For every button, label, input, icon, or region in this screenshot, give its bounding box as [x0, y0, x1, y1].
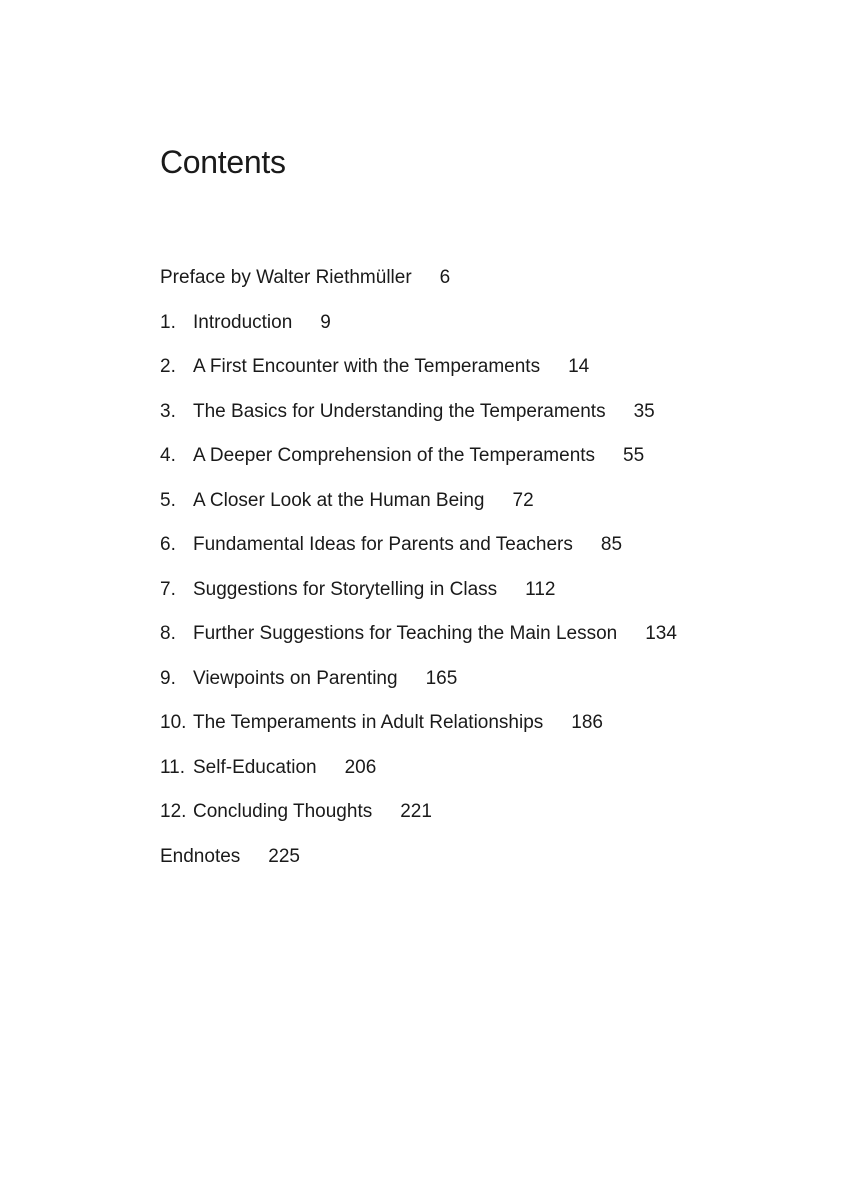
toc-entry-chapter-9 — [160, 663, 677, 708]
toc-entry-chapter-11 — [160, 752, 677, 797]
toc-entry-title: Concluding Thoughts — [193, 801, 373, 822]
toc-entry-page: 225 — [268, 845, 300, 867]
toc-entry-title: A First Encounter with the Temperaments — [193, 356, 541, 377]
toc-entry-number: 6. — [160, 534, 176, 555]
toc-entry-number: 9. — [160, 667, 176, 689]
toc-entry-page: 186 — [571, 712, 603, 733]
toc-entry-number: 12. — [160, 801, 187, 822]
toc-entry-page: 35 — [633, 400, 655, 422]
toc-entry-title: The Temperaments in Adult Relationships — [193, 712, 544, 733]
toc-entry-title: A Closer Look at the Human Being — [193, 489, 485, 511]
toc-entry-chapter-2 — [160, 351, 677, 396]
toc-entry-number: 5. — [160, 489, 176, 511]
toc-entry-number: 11. — [160, 756, 186, 778]
toc-entry-number: 4. — [160, 445, 176, 466]
toc-entry-chapter-4 — [160, 440, 677, 485]
toc-entry-number: 7. — [160, 578, 176, 600]
toc-entry-chapter-3 — [160, 396, 677, 441]
toc-entry-title: A Deeper Comprehension of the Temperaments — [193, 445, 596, 466]
toc-entry-page: 9 — [320, 311, 331, 333]
toc-entry-number: 10. — [160, 712, 187, 733]
toc-entry-page: 14 — [568, 356, 590, 377]
toc-entry-number: 1. — [160, 311, 176, 333]
toc-entry-title: Further Suggestions for Teaching the Main Lesson — [193, 623, 618, 644]
toc-entry-page: 85 — [600, 534, 623, 555]
toc-entry-page: 221 — [400, 801, 432, 822]
toc-entry-number: 8. — [160, 623, 176, 644]
toc-entry-chapter-10 — [160, 707, 677, 752]
toc-entry-page: 165 — [425, 667, 458, 689]
toc-entry-chapter-8 — [160, 618, 677, 663]
toc-entry-number: 2. — [160, 356, 176, 377]
toc-entry-endnotes — [160, 841, 677, 886]
toc-entry-title: Fundamental Ideas for Parents and Teachers — [193, 534, 573, 555]
toc-entry-preface — [160, 262, 677, 307]
toc-entry-page: 55 — [623, 445, 645, 466]
toc-entry-title: Endnotes — [160, 845, 241, 867]
toc-entry-title: Suggestions for Storytelling in Class — [193, 578, 498, 600]
toc-entry-page: 72 — [512, 489, 534, 511]
table-of-contents — [160, 262, 677, 885]
toc-entry-title: Viewpoints on Parenting — [193, 667, 398, 689]
toc-entry-page: 112 — [525, 578, 556, 600]
toc-entry-chapter-7 — [160, 574, 677, 619]
toc-entry-chapter-6 — [160, 529, 677, 574]
page-title: Contents — [160, 144, 286, 180]
toc-entry-title: Self-Education — [193, 756, 317, 778]
toc-entry-page: 206 — [344, 756, 377, 778]
toc-entry-title: Preface by Walter Riethmüller — [160, 267, 412, 288]
toc-entry-page: 134 — [645, 623, 677, 644]
toc-entry-title: The Basics for Understanding the Temperaments — [193, 400, 606, 422]
toc-entry-chapter-12 — [160, 796, 677, 841]
toc-entry-number: 3. — [160, 400, 176, 422]
toc-entry-title: Introduction — [193, 311, 293, 333]
toc-entry-chapter-1 — [160, 307, 677, 352]
toc-entry-page: 6 — [439, 267, 451, 288]
toc-entry-chapter-5 — [160, 485, 677, 530]
